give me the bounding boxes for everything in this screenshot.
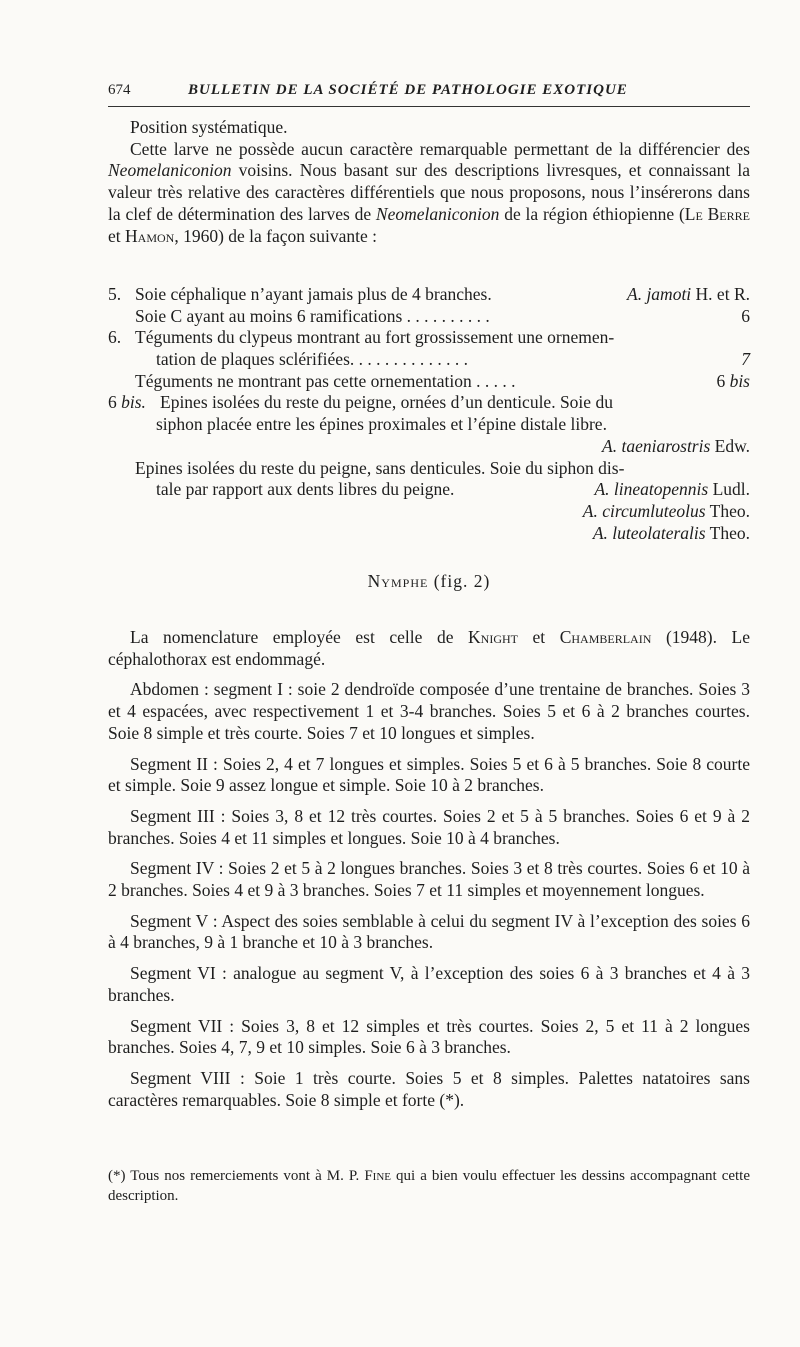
journal-title: BULLETIN DE LA SOCIÉTÉ DE PATHOLOGIE EXOTIQUE <box>188 82 628 98</box>
author-name: Le Berre <box>684 203 750 224</box>
intro-paragraph: Cette larve ne possède aucun caractère remarquable permettant de la différencier des Neomelaniconion voisins. Nous basant sur des descriptions livresques, et connaissant la valeur très relative des caractères différentiels que nous proposons, nous l’insérerons dans la clef de détermination des larves de Neomelaniconion de la région éthiopienne (Le Berre et Hamon, 1960) de la façon suivante : <box>108 138 750 246</box>
key-couplet-6a: 6. Téguments du clypeus montrant au fort grossissement une ornemen- <box>108 327 615 348</box>
key-couplet-6bis-a-cont: siphon placée entre les épines proximales et l’épine distale libre. <box>156 414 607 435</box>
key-couplet-6bis-b: Epines isolées du reste du peigne, sans denticules. Soie du siphon dis- <box>135 457 625 478</box>
footnote: (*) Tous nos remerciements vont à M. P. Fine qui a bien voulu effectuer les dessins accompagnant cette description. <box>108 1168 751 1204</box>
genus-name: Neomelaniconion <box>375 203 500 224</box>
key-couplet-6a-cont: tation de plaques sclérifiées. . . . . . . . . . . . . . 7 <box>156 349 750 370</box>
author-name: Chamberlain <box>559 627 652 647</box>
paragraph: La nomenclature employée est celle de Knight et Chamberlain (1948). Le céphalothorax est endommagé. <box>108 627 750 669</box>
author-name: Knight <box>468 627 518 647</box>
identification-key <box>108 284 750 544</box>
species-line: A. luteolateralis Theo. <box>592 522 750 543</box>
genus-name: Neomelaniconion <box>108 160 232 181</box>
section-heading: Nymphe (fig. 2) <box>367 571 491 591</box>
key-couplet-6bis-a: 6 bis. Epines isolées du reste du peigne, ornées d’un denticule. Soie du <box>108 392 613 413</box>
key-couplet-6b: Téguments ne montrant pas cette ornementation . . . . . 6 bis <box>135 370 750 391</box>
author-name: Fine <box>364 1168 392 1184</box>
paragraph: Segment VII : Soies 3, 8 et 12 simples et très courtes. Soies 2, 5 et 11 à 2 longues branches. Soies 4, 7, 9 et 10 simples. Soie 6 à 3 branches. <box>108 1015 750 1058</box>
paragraph: Segment IV : Soies 2 et 5 à 2 longues branches. Soies 3 et 8 très courtes. Soies 6 et 10 à 2 branches. Soies 4 et 9 à 3 branches. Soies 7 et 11 simples et moyennement longues. <box>108 858 750 901</box>
nymph-description <box>108 627 750 1111</box>
running-header <box>108 80 750 107</box>
paragraph: Segment II : Soies 2, 4 et 7 longues et simples. Soies 5 et 6 à 5 branches. Soie 8 courte et simple. Soie 9 assez longue et simple. Soie 10 à 2 branches. <box>108 753 750 796</box>
subsection-label: Position systématique. <box>130 117 288 137</box>
species-line: A. taeniarostris Edw. <box>602 435 750 456</box>
author-name: Hamon <box>125 225 175 246</box>
key-couplet-5a: 5. Soie céphalique n’ayant jamais plus de 4 branches. A. jamoti H. et R. <box>108 284 750 304</box>
page-number: 674 <box>108 82 131 98</box>
paragraph: Segment VIII : Soie 1 très courte. Soies 5 et 8 simples. Palettes natatoires sans caractères remarquables. Soie 8 simple et forte (*). <box>108 1067 750 1110</box>
species-line: A. circumluteolus Theo. <box>582 500 750 521</box>
paragraph: Abdomen : segment I : soie 2 dendroïde composée d’une trentaine de branches. Soies 3 et 4 espacées, avec respectivement 1 et 3-4 branches. Soies 5 et 6 à 2 branches courtes. Soie 8 simple et très courte. Soies 7 et 10 longues et simples. <box>108 679 750 743</box>
paragraph: Segment III : Soies 3, 8 et 12 très courtes. Soies 2 et 5 à 5 branches. Soies 6 et 9 à 2 branches. Soies 4 et 11 simples et longues. Soie 10 à 4 branches. <box>108 805 750 848</box>
key-couplet-6bis-b-cont: tale par rapport aux dents libres du peigne. A. lineatopennis Ludl. <box>156 479 750 500</box>
key-couplet-5b: Soie C ayant au moins 6 ramifications . . . . . . . . . . 6 <box>135 305 750 326</box>
paragraph: Segment VI : analogue au segment V, à l’exception des soies 6 à 3 branches et 4 à 3 branches. <box>108 963 750 1005</box>
intro-section <box>108 117 750 247</box>
paragraph: Segment V : Aspect des soies semblable à celui du segment IV à l’exception des soies 6 à 4 branches, 9 à 1 branche et 10 à 3 branches. <box>108 910 750 953</box>
